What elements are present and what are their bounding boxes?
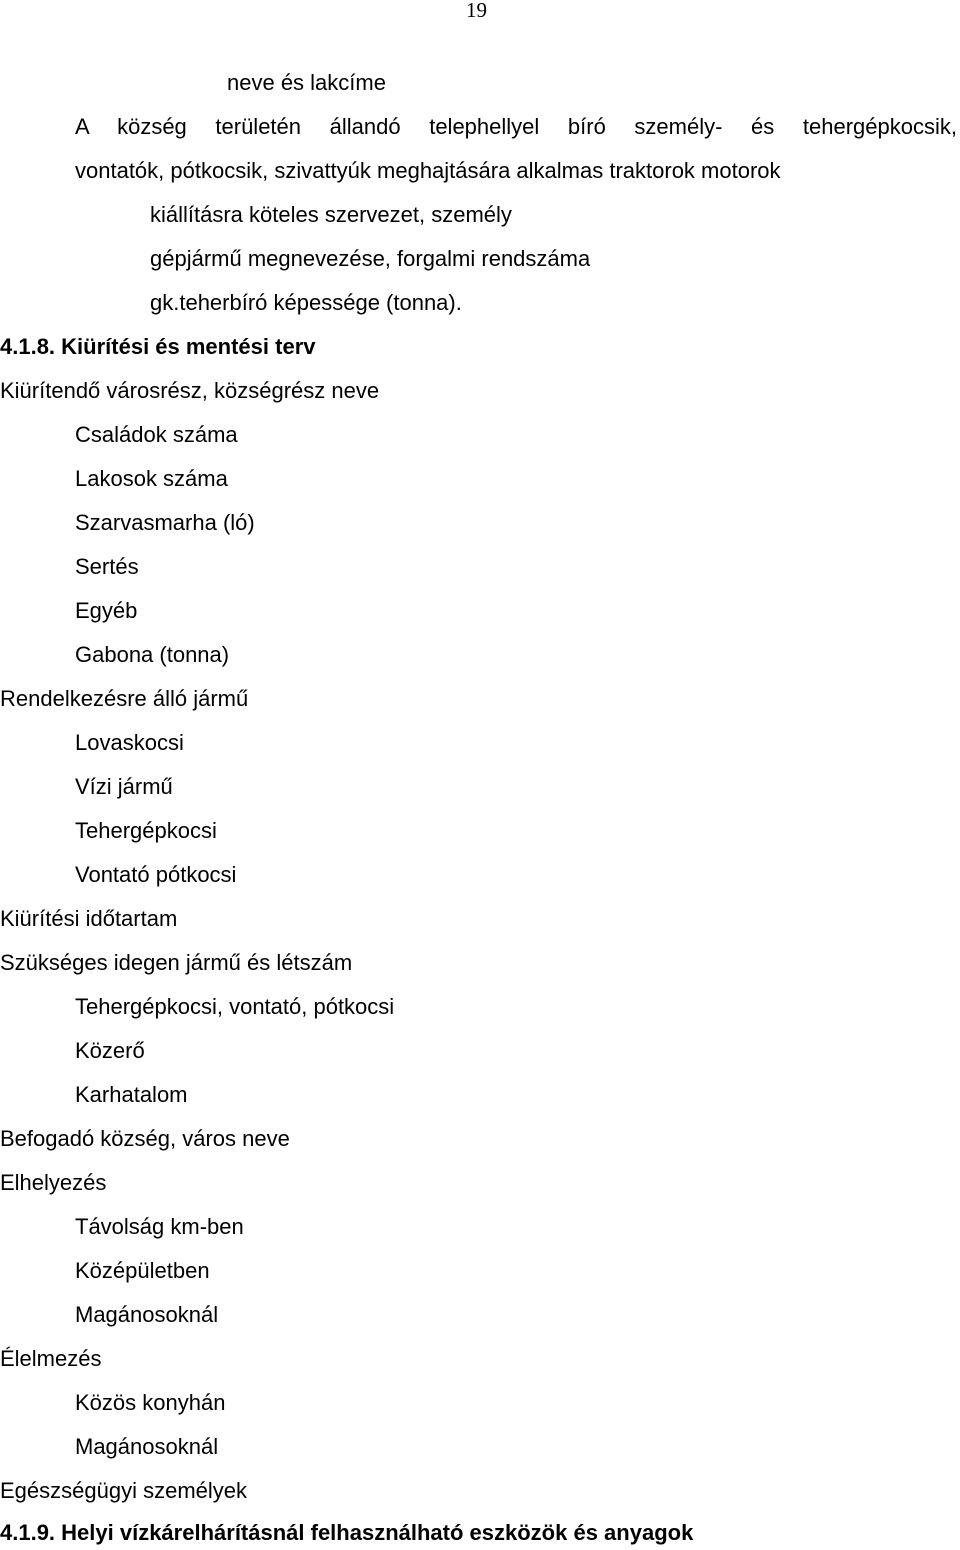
item-kiuritendo: Kiürítendő városrész, községrész neve <box>0 378 380 403</box>
item-egeszsegugyi: Egészségügyi személyek <box>0 1478 248 1503</box>
subitem-szarvasmarha: Szarvasmarha (ló) <box>75 510 255 535</box>
item-szukseges: Szükséges idegen jármű és létszám <box>0 950 353 975</box>
subitem-lovaskocsi: Lovaskocsi <box>75 730 184 755</box>
subitem-tehergepkocsi: Tehergépkocsi <box>75 818 217 843</box>
text-line-neve-lakcime: neve és lakcíme <box>227 70 386 95</box>
subitem-csaladok: Családok száma <box>75 422 238 447</box>
item-rendelkezesre: Rendelkezésre álló jármű <box>0 686 249 711</box>
subitem-egyeb: Egyéb <box>75 598 138 623</box>
section-heading-4-1-8: 4.1.8. Kiürítési és mentési terv <box>0 334 316 359</box>
subitem-maganosoknal: Magánosoknál <box>75 1302 219 1327</box>
item-idotartam: Kiürítési időtartam <box>0 906 178 931</box>
subitem-gabona: Gabona (tonna) <box>75 642 230 667</box>
subitem-kozero: Közerő <box>75 1038 145 1063</box>
subitem-vontato-potkocsi: Vontató pótkocsi <box>75 862 237 887</box>
subitem-kozos-konyhan: Közös konyhán <box>75 1390 226 1415</box>
subitem-kozepuletben: Középületben <box>75 1258 210 1283</box>
text-line-vontatok: vontatók, pótkocsik, szivattyúk meghajtására alkalmas traktorok motorok <box>75 158 781 183</box>
subitem-vizi-jarmu: Vízi jármű <box>75 774 173 799</box>
page-number: 19 <box>466 0 487 22</box>
item-befogado: Befogadó község, város neve <box>0 1126 290 1151</box>
section-heading-4-1-9: 4.1.9. Helyi vízkárelhárításnál felhasználható eszközök és anyagok <box>0 1520 694 1545</box>
item-elelmezes: Élelmezés <box>0 1346 102 1371</box>
text-line-teherbiro: gk.teherbíró képessége (tonna). <box>150 290 462 315</box>
item-elhelyezes: Elhelyezés <box>0 1170 107 1195</box>
text-line-kozseg-terulet: A község területén állandó telephellyel bíró személy- és tehergépkocsik, <box>75 114 957 139</box>
subitem-teher-vontato: Tehergépkocsi, vontató, pótkocsi <box>75 994 395 1019</box>
subitem-lakosok: Lakosok száma <box>75 466 228 491</box>
subitem-maganosoknal-2: Magánosoknál <box>75 1434 219 1459</box>
subitem-tavolsag: Távolság km-ben <box>75 1214 244 1239</box>
text-line-kiallitasra: kiállításra köteles szervezet, személy <box>150 202 512 227</box>
subitem-sertes: Sertés <box>75 554 139 579</box>
text-line-gepjarmu: gépjármű megnevezése, forgalmi rendszáma <box>150 246 591 271</box>
subitem-karhatalom: Karhatalom <box>75 1082 188 1107</box>
